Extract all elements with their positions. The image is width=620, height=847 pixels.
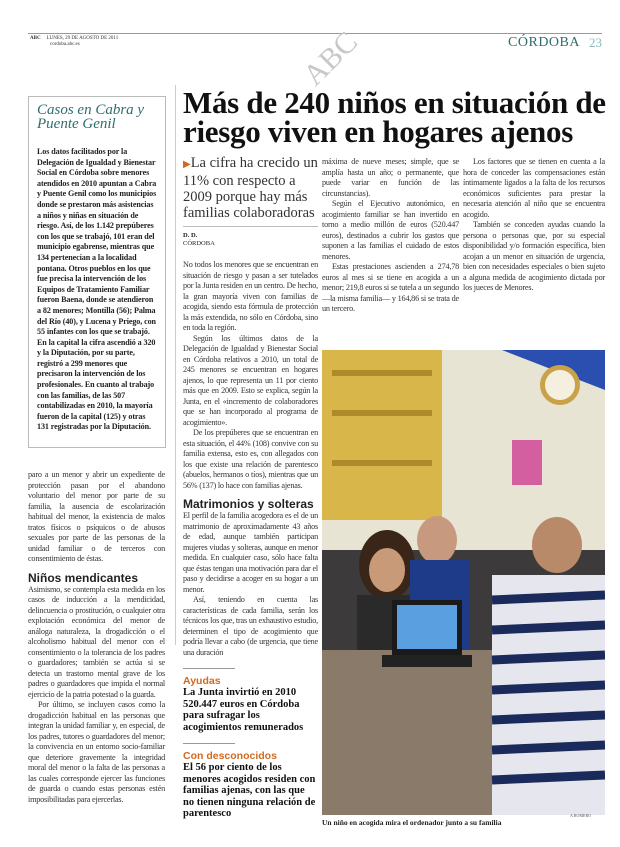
family-photo [322,350,605,815]
highlight-rule [183,743,235,744]
sidebar-body: Los datos facilitados por la Delegación de Igualdad y Bienestar Social en Córdoba sobre menores atendidos en 2010 apuntan a Cabra y Puente Genil como los municipios donde se prestaron más asistencias a niños y niñas en situación de riesgo. Así, de los 1.142 prepúberes con los que se trabajó, 101 eran del municipio egabrense, mientras que 134 pertenecían a la localidad pontana. Otros pueblos en los que fue precisa la intervención de los Equipos de Tratamiento Familiar fueron Baena, donde se atendieron a 82 menores; Montilla (56); Palma del Río (40), y Lucena y Priego, con 55 infantes con los que se trabajó. En la capital la cifra ascendió a 320 y la Diputación, por su parte, registró a 299 menores que precisaron la intervención de los profesionales. En cuanto al trabajo con las familias, de las 507 contabilizadas en 2010, la mayoría fueron de la capital (125) y otras 131 registradas por la Diputación. [37,147,157,432]
middle-column [183,155,318,820]
page-number: 23 [589,35,602,50]
photo-scene [322,350,605,815]
left-column [28,96,166,805]
paragraph: Estas prestaciones ascienden a 274,78 euros al mes si se tiene en acogida a un menor; 219,8 euros si se tutela a un segundo —la misma familia— y 164,86 si se trata de un tercero. [322,262,459,313]
highlight-kicker: Con desconocidos [183,750,277,762]
column-4 [463,157,605,294]
author: D. D. [183,232,198,239]
paragraph: Por último, se incluyen casos como la drogadicción habitual en las personas que integran la unidad familiar y, en especial, de los padres, tutores o guardadores del menor; la convivencia en un entorno socio-familiar que deteriore gravemente la integridad moral del menor o la falta de las personas a las cuales corresponde ejercer las funciones de guarda o cuando estas personas estén imposibilitadas para ejercerlas. [28,700,165,804]
sidebar-box [28,96,166,448]
paragraph: Los factores que se tienen en cuenta a la hora de conceder las compensaciones están íntimamente ligados a la falta de los recursos económicos suficientes para prestar la necesaria atención al niño que se encuentra acogido. [463,157,605,219]
subheadline [183,155,318,221]
byline [183,232,318,248]
watermark: ABC [297,25,364,93]
top-rule [28,33,602,34]
photo-caption: Un niño en acogida mira el ordenador junto a su familia [322,818,502,827]
masthead-info [30,36,118,48]
date: LUNES, 29 DE AGOSTO DE 2011 [46,36,119,41]
paragraph: Asimismo, se contempla esta medida en los casos de inducción a la mendicidad, delincuencia o prostitución, o cualquier otra explotación económica del menor de análoga naturaleza, la drogadicción o el alcoholismo habitual del menor con el consentimiento o la tolerancia de los padres o guardadores; también se actúa si se detecta un trastorno mental grave de los padres o guardadores que impida el normal ejercicio de la patria potestad o la guarda. [28,584,165,699]
subheading: Niños mendicantes [28,570,139,585]
paragraph: paro a un menor y abrir un expediente de protección pasan por el abandono voluntario del menor por parte de su familia, la ausencia de escolarización habitual del menor, la existencia de malos tratos físicos o psíquicos o de abusos sexuales por parte de las personas de la unidad familiar o de terceros con consentimiento de éstas. [28,470,165,564]
paragraph: No todos los menores que se encuentran en situación de riesgo y pasan a ser tutelados por la Junta residen en un centro. De hecho, la gran mayoría viven con familias de acogida, siendo esta fórmula de protección la más extendida, no sólo en Córdoba, sino en toda la región. [183,260,318,332]
paragraph: También se conceden ayudas cuando la persona o personas que, por su especial disponibilidad y/o formación específica, bien acojan a un menor en situación de urgencia, bien con necesidades especiales o bien sujeto a alguna medida de acogimiento dictada por los jueces de Menores. [463,220,605,292]
highlight-kicker: Ayudas [183,675,221,687]
photo-credit: A.ROMERO [570,813,592,818]
website: cordoba.abc.es [50,42,80,47]
triangle-bullet-icon: ▶ [183,159,191,170]
paragraph: Según los últimos datos de la Delegación de Igualdad y Bienestar Social en Córdoba relativos a 2010, un total de 245 menores se encuentran en hogares ajenos, lo que representa un 11 por ciento más que en 2009. Esto se explica, según la Junta, en el «incremento de colaboradores que se han incorporado al programa de acogimiento». [183,333,318,427]
section-name: CÓRDOBA [508,35,580,50]
subheading: Matrimonios y solteras [183,497,314,511]
paragraph: máxima de nueve meses; simple, que se amplía hasta un año; o permanente, que puede variar en función de las circunstancias). [322,157,459,198]
sidebar-title: Casos en Cabra y Puente Genil [37,102,145,132]
byline-rule [183,226,318,227]
brand: ABC [30,36,41,41]
highlight-desconocidos [183,743,318,820]
paragraph: Según el Ejecutivo autonómico, en acogimiento familiar se han invertido en torno a medio millón de euros (520.447 euros), destinados a cubrir los gastos que suponen a las familias el cuidado de estos menores. [322,199,459,261]
column-divider [175,85,176,645]
paragraph: El perfil de la familia acogedora es el de un matrimonio de aproximadamente 43 años de edad, aunque también participan mujeres viudas y solteras, aunque en menor medida. En cualquier caso, sólo hace falta que éstas tengan una motivación para dar el paso y decidirse a acoger en su hogar a un menor. [183,511,318,594]
headline: Más de 240 niños en situación de riesgo viven en hogares ajenos [183,85,606,149]
highlight-text: El 56 por ciento de los menores acogidos residen con familias ajenas, con las que no tienen ninguna relación de parentesco [183,762,316,819]
column-1 [28,470,165,805]
column-2 [183,260,318,658]
paragraph: De los prepúberes que se encuentran en esta situación, el 44% (108) convive con su familia extensa, esto es, con allegados con los que existe una relación de parentesco (abuelos, hermanos o tíos), mientras que un 56% (137) lo hace con familias ajenas. [183,428,318,490]
highlight-rule [183,668,235,669]
paragraph: Así, teniendo en cuenta las características de cada familia, serán los técnicos los que, tras un exhaustivo estudio, determinen el tipo de acogimiento que podría llevar a cabo (de urgencia, que tiene una duración [183,595,318,657]
column-3 [322,157,459,315]
highlight-ayudas [183,668,318,733]
location: CÓRDOBA [183,240,215,247]
highlight-text: La Junta invirtió en 2010 520.447 euros en Córdoba para sufragar los acogimientos remunerados [183,687,304,733]
subhead-text: La cifra ha crecido un 11% con respecto a 2009 porque hay más familias colaboradoras [183,155,318,221]
